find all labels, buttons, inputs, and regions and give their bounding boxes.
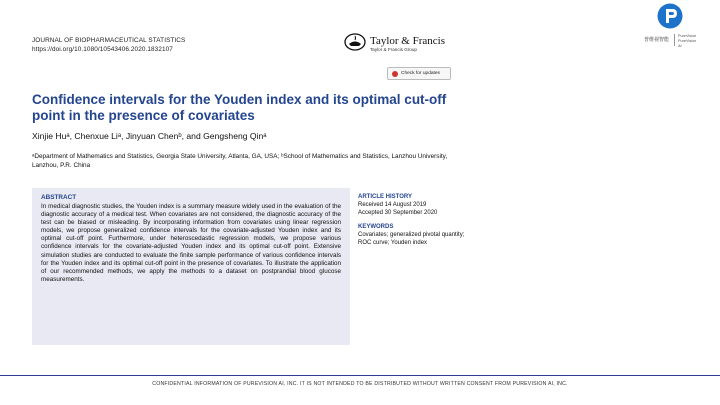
- confidentiality-footer: CONFIDENTIAL INFORMATION OF PUREVISION AI, INC. IT IS NOT INTENDED TO BE DISTRIBUTED WITHOUT WRITTEN CONSENT FROM PUREVISION AI, INC.: [152, 381, 568, 387]
- keywords-heading: KEYWORDS: [358, 224, 394, 230]
- article-sidebar: [358, 193, 468, 247]
- journal-header: [32, 37, 185, 54]
- publisher-group: Taylor & Francis Group: [370, 47, 417, 52]
- footer-divider: [0, 375, 720, 376]
- publisher-name: Taylor & Francis: [370, 35, 445, 47]
- lamp-logo-icon: [344, 33, 366, 56]
- article-authors: Xinjie Huᵃ, Chenxue Liᵃ, Jinyuan Chenᵇ, and Gengsheng Qinᵃ: [32, 131, 267, 141]
- brand-tagline: PureVision PureVision AI: [678, 34, 697, 48]
- abstract-heading: ABSTRACT: [41, 194, 77, 201]
- check-updates-icon: [392, 71, 398, 77]
- brand-divider: [674, 34, 675, 46]
- article-affiliations: ᵃDepartment of Mathematics and Statistics, Georgia State University, Atlanta, GA, USA; ᵇSchool of Mathematics and Statistics, Lanzhou University, Lanzhou, P.R. China: [32, 153, 448, 169]
- purevision-logo-icon: [657, 3, 683, 29]
- abstract-text: In medical diagnostic studies, the Youden index is a summary measure widely used in the evaluation of the diagnostic accuracy of a medical test. When covariates are not considered, the diagnostic accuracy of the test can be biased or misleading. By incorporating information from covariates using linear regression models, we propose generalized confidence intervals for the covariate-adjusted Youden index and its optimal cut-off point. Furthermore, under heteroscedastic regression models, we propose various confidence intervals for the covariate-adjusted Youden index and its optimal cut-off point. Extensive simulation studies are conducted to evaluate the finite sample performance of various confidence intervals for the Youden index and its optimal cut-off point in the presence of covariates. To illustrate the application of our recommended methods, we apply the methods to a dataset on postprandial blood glucose measurements.: [41, 203, 341, 283]
- article-title: Confidence intervals for the Youden index and its optimal cut-off point in the presence of covariates: [32, 92, 447, 123]
- history-accepted: Accepted 30 September 2020: [358, 210, 438, 216]
- brand-name-cn: 普维视智能: [644, 37, 670, 43]
- check-updates-button[interactable]: [387, 67, 451, 80]
- history-heading: ARTICLE HISTORY: [358, 194, 413, 200]
- abstract-box: [32, 188, 350, 345]
- publisher-logo[interactable]: [344, 33, 445, 56]
- journal-name: JOURNAL OF BIOPHARMACEUTICAL STATISTICS: [32, 37, 186, 44]
- journal-doi[interactable]: https://doi.org/10.1080/10543406.2020.1832107: [32, 45, 173, 53]
- history-received: Received 14 August 2019: [358, 202, 427, 208]
- check-updates-label: Check for updates: [401, 71, 440, 76]
- keywords-list: Covariates; generalized pivotal quantity; ROC curve; Youden index: [358, 232, 465, 246]
